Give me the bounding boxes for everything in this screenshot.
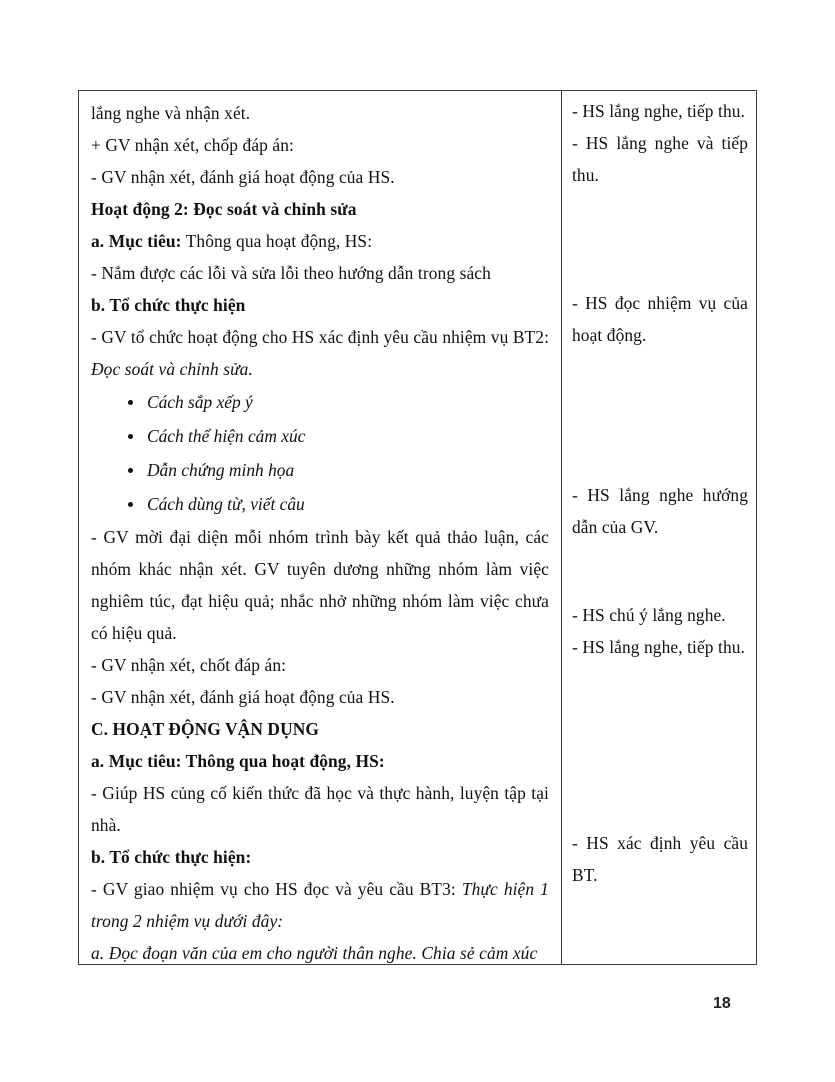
objective-paragraph: - Giúp HS củng cố kiến thức đã học và thực hành, luyện tập tại nhà. — [91, 783, 549, 835]
student-response-group — [572, 479, 748, 543]
teacher-activity-column — [79, 91, 562, 964]
list-item: Dẫn chứng minh họa — [91, 453, 549, 487]
text-line: - HS lắng nghe, tiếp thu. — [572, 637, 746, 657]
text-line: - HS xác định yêu cầu BT. — [572, 833, 748, 885]
section-heading: C. HOẠT ĐỘNG VẬN DỤNG — [91, 719, 320, 739]
text-line: lắng nghe và nhận xét. — [91, 103, 251, 123]
task-instruction-line — [91, 321, 549, 385]
organization-heading: b. Tổ chức thực hiện: — [91, 847, 252, 867]
text-line: - HS chú ý lắng nghe. — [572, 605, 726, 625]
student-response-group — [572, 599, 748, 663]
list-item: Cách thể hiện cảm xúc — [91, 419, 549, 453]
text-line: - GV nhận xét, đánh giá hoạt động của HS. — [91, 687, 395, 707]
page-number: 18 — [713, 995, 731, 1012]
objective-text: Thông qua hoạt động, HS: — [181, 231, 373, 251]
text-line: - HS lắng nghe, tiếp thu. — [572, 101, 746, 121]
assignment-text: - GV giao nhiệm vụ cho HS đọc và yêu cầu BT3: — [91, 879, 462, 899]
assignment-option-a: a. Đọc đoạn văn của em cho người thân nghe. Chia sẻ cảm xúc — [91, 943, 538, 963]
text-line: - HS lắng nghe hướng dẫn của GV. — [572, 485, 748, 537]
student-response-group — [572, 95, 748, 191]
objective-label: a. Mục tiêu: — [91, 231, 182, 251]
activity-heading: Hoạt động 2: Đọc soát và chỉnh sửa — [91, 199, 357, 219]
student-response-group — [572, 827, 748, 891]
text-line: - HS lắng nghe và tiếp thu. — [572, 133, 748, 185]
text-line: - Nắm được các lỗi và sửa lỗi theo hướng dẫn trong sách — [91, 263, 491, 283]
text-line: + GV nhận xét, chốp đáp án: — [91, 135, 294, 155]
discussion-paragraph: - GV mời đại diện mỗi nhóm trình bày kết quả thảo luận, các nhóm khác nhận xét. GV tuyên dương những nhóm làm việc nghiêm túc, đạt hiệu quả; nhắc nhở những nhóm làm việc chưa có hiệu quả. — [91, 527, 549, 643]
list-item: Cách sắp xếp ý — [91, 385, 549, 419]
student-activity-column — [562, 91, 756, 964]
task-title: Đọc soát và chỉnh sửa. — [91, 359, 253, 379]
objective-heading: a. Mục tiêu: Thông qua hoạt động, HS: — [91, 751, 385, 771]
lesson-plan-table — [78, 90, 757, 965]
text-line: - GV nhận xét, đánh giá hoạt động của HS. — [91, 167, 395, 187]
text-line: - GV nhận xét, chốt đáp án: — [91, 655, 287, 675]
list-item: Cách dùng từ, viết câu — [91, 487, 549, 521]
assignment-title: Thực hiện 1 trong 2 nhiệm vụ dưới đây: — [91, 879, 549, 931]
objective-line — [91, 225, 549, 257]
organization-heading: b. Tổ chức thực hiện — [91, 295, 246, 315]
criteria-bullet-list — [91, 385, 549, 521]
student-response-group — [572, 287, 748, 351]
assignment-line — [91, 873, 549, 937]
task-instruction-text: - GV tổ chức hoạt động cho HS xác định yêu cầu nhiệm vụ BT2: — [91, 327, 549, 347]
text-line: - HS đọc nhiệm vụ của hoạt động. — [572, 293, 748, 345]
